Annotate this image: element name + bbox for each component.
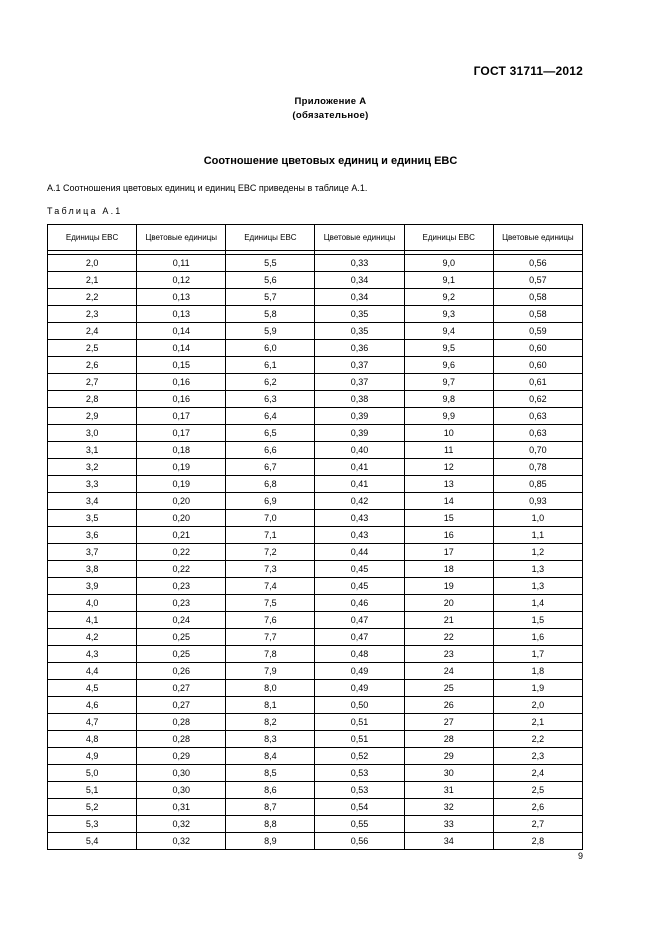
table-cell: 9,6 xyxy=(404,357,493,374)
table-cell: 0,48 xyxy=(315,646,404,663)
table-cell: 2,8 xyxy=(493,833,582,850)
table-cell: 8,2 xyxy=(226,714,315,731)
table-cell: 1,6 xyxy=(493,629,582,646)
table-cell: 1,3 xyxy=(493,561,582,578)
table-cell: 24 xyxy=(404,663,493,680)
table-cell: 0,27 xyxy=(137,680,226,697)
table-row xyxy=(48,272,583,289)
standard-number: ГОСТ 31711—2012 xyxy=(473,64,583,78)
table-row xyxy=(48,323,583,340)
table-cell: 0,13 xyxy=(137,289,226,306)
table-cell: 0,39 xyxy=(315,425,404,442)
table-cell: 4,1 xyxy=(48,612,137,629)
table-cell: 9,5 xyxy=(404,340,493,357)
table-cell: 33 xyxy=(404,816,493,833)
table-cell: 16 xyxy=(404,527,493,544)
table-cell: 4,0 xyxy=(48,595,137,612)
table-cell: 6,5 xyxy=(226,425,315,442)
table-cell: 0,14 xyxy=(137,340,226,357)
table-cell: 2,6 xyxy=(48,357,137,374)
table-cell: 32 xyxy=(404,799,493,816)
table-cell: 2,5 xyxy=(48,340,137,357)
table-cell: 0,42 xyxy=(315,493,404,510)
table-cell: 3,0 xyxy=(48,425,137,442)
table-cell: 0,32 xyxy=(137,816,226,833)
table-cell: 6,4 xyxy=(226,408,315,425)
section-title: Соотношение цветовых единиц и единиц EBC xyxy=(203,155,458,167)
header-ebc-3: Единицы EBC xyxy=(404,225,493,251)
table-cell: 7,8 xyxy=(226,646,315,663)
table-cell: 25 xyxy=(404,680,493,697)
table-header xyxy=(48,225,583,251)
table-cell: 0,62 xyxy=(493,391,582,408)
table-cell: 31 xyxy=(404,782,493,799)
table-cell: 0,49 xyxy=(315,663,404,680)
table-cell: 0,41 xyxy=(315,476,404,493)
table-cell: 0,18 xyxy=(137,442,226,459)
table-row xyxy=(48,731,583,748)
table-row xyxy=(48,510,583,527)
table-cell: 0,34 xyxy=(315,272,404,289)
table-cell: 3,7 xyxy=(48,544,137,561)
table-cell: 6,0 xyxy=(226,340,315,357)
table-cell: 34 xyxy=(404,833,493,850)
table-cell: 9,7 xyxy=(404,374,493,391)
table-cell: 2,6 xyxy=(493,799,582,816)
table-row xyxy=(48,306,583,323)
header-ebc-1: Единицы EBC xyxy=(48,225,137,251)
table-cell: 0,47 xyxy=(315,612,404,629)
table-cell: 3,8 xyxy=(48,561,137,578)
table-cell: 0,51 xyxy=(315,714,404,731)
table-cell: 26 xyxy=(404,697,493,714)
table-cell: 8,3 xyxy=(226,731,315,748)
table-row xyxy=(48,646,583,663)
table-cell: 0,63 xyxy=(493,408,582,425)
table-cell: 9,2 xyxy=(404,289,493,306)
table-cell: 8,0 xyxy=(226,680,315,697)
table-cell: 0,93 xyxy=(493,493,582,510)
table-row xyxy=(48,697,583,714)
table-cell: 0,16 xyxy=(137,374,226,391)
table-cell: 0,56 xyxy=(315,833,404,850)
table-cell: 0,37 xyxy=(315,357,404,374)
table-cell: 6,6 xyxy=(226,442,315,459)
table-cell: 8,8 xyxy=(226,816,315,833)
table-cell: 2,4 xyxy=(48,323,137,340)
table-row xyxy=(48,544,583,561)
table-cell: 0,54 xyxy=(315,799,404,816)
table-cell: 0,58 xyxy=(493,306,582,323)
table-cell: 3,1 xyxy=(48,442,137,459)
annex-status: (обязательное) xyxy=(292,110,369,121)
table-cell: 0,43 xyxy=(315,527,404,544)
header-row xyxy=(48,225,583,251)
table-cell: 1,7 xyxy=(493,646,582,663)
table-row xyxy=(48,374,583,391)
table-row xyxy=(48,765,583,782)
table-cell: 6,9 xyxy=(226,493,315,510)
table-cell: 5,3 xyxy=(48,816,137,833)
table-cell: 2,8 xyxy=(48,391,137,408)
table-cell: 0,70 xyxy=(493,442,582,459)
table-cell: 7,0 xyxy=(226,510,315,527)
table-cell: 0,59 xyxy=(493,323,582,340)
table-cell: 21 xyxy=(404,612,493,629)
table-cell: 2,9 xyxy=(48,408,137,425)
table-cell: 0,50 xyxy=(315,697,404,714)
table-cell: 0,22 xyxy=(137,544,226,561)
table-cell: 12 xyxy=(404,459,493,476)
table-cell: 0,37 xyxy=(315,374,404,391)
header-color-2: Цветовые единицы xyxy=(315,225,404,251)
table-cell: 9,4 xyxy=(404,323,493,340)
table-cell: 7,3 xyxy=(226,561,315,578)
table-cell: 6,2 xyxy=(226,374,315,391)
table-row xyxy=(48,595,583,612)
table-caption: Таблица А.1 xyxy=(47,206,123,216)
table-cell: 0,47 xyxy=(315,629,404,646)
table-cell: 4,7 xyxy=(48,714,137,731)
table-row xyxy=(48,629,583,646)
table-cell: 5,4 xyxy=(48,833,137,850)
table-row xyxy=(48,289,583,306)
table-row xyxy=(48,493,583,510)
table-cell: 0,25 xyxy=(137,646,226,663)
table-row xyxy=(48,527,583,544)
table-cell: 19 xyxy=(404,578,493,595)
table-row xyxy=(48,748,583,765)
table-row xyxy=(48,799,583,816)
table-row xyxy=(48,578,583,595)
table-cell: 4,8 xyxy=(48,731,137,748)
table-row xyxy=(48,663,583,680)
table-cell: 2,4 xyxy=(493,765,582,782)
table-cell: 0,22 xyxy=(137,561,226,578)
table-row xyxy=(48,782,583,799)
table-cell: 0,60 xyxy=(493,340,582,357)
table-cell: 27 xyxy=(404,714,493,731)
table-cell: 3,9 xyxy=(48,578,137,595)
table-cell: 8,5 xyxy=(226,765,315,782)
table-cell: 7,2 xyxy=(226,544,315,561)
table-cell: 5,2 xyxy=(48,799,137,816)
table-cell: 30 xyxy=(404,765,493,782)
table-cell: 0,58 xyxy=(493,289,582,306)
table-cell: 4,4 xyxy=(48,663,137,680)
table-row xyxy=(48,408,583,425)
table-cell: 0,31 xyxy=(137,799,226,816)
table-cell: 7,6 xyxy=(226,612,315,629)
table-cell: 3,6 xyxy=(48,527,137,544)
table-cell: 14 xyxy=(404,493,493,510)
table-cell: 0,17 xyxy=(137,408,226,425)
table-row xyxy=(48,714,583,731)
table-cell: 0,23 xyxy=(137,578,226,595)
table-cell: 9,9 xyxy=(404,408,493,425)
table-cell: 9,0 xyxy=(404,255,493,272)
table-cell: 10 xyxy=(404,425,493,442)
table-row xyxy=(48,816,583,833)
table-cell: 0,39 xyxy=(315,408,404,425)
table-cell: 17 xyxy=(404,544,493,561)
table-cell: 9,3 xyxy=(404,306,493,323)
table-cell: 9,8 xyxy=(404,391,493,408)
table-cell: 0,13 xyxy=(137,306,226,323)
table-cell: 2,5 xyxy=(493,782,582,799)
table-row xyxy=(48,561,583,578)
table-row xyxy=(48,255,583,272)
table-cell: 5,0 xyxy=(48,765,137,782)
header-ebc-2: Единицы EBC xyxy=(226,225,315,251)
table-cell: 6,8 xyxy=(226,476,315,493)
table-cell: 0,38 xyxy=(315,391,404,408)
table-cell: 0,52 xyxy=(315,748,404,765)
table-cell: 0,23 xyxy=(137,595,226,612)
table-cell: 8,7 xyxy=(226,799,315,816)
table-cell: 1,1 xyxy=(493,527,582,544)
table-cell: 28 xyxy=(404,731,493,748)
table-cell: 2,3 xyxy=(48,306,137,323)
table-cell: 4,3 xyxy=(48,646,137,663)
table-cell: 0,16 xyxy=(137,391,226,408)
table-cell: 2,3 xyxy=(493,748,582,765)
table-cell: 7,9 xyxy=(226,663,315,680)
page-number: 9 xyxy=(577,851,583,861)
table-cell: 2,2 xyxy=(493,731,582,748)
table-row xyxy=(48,425,583,442)
table-cell: 0,78 xyxy=(493,459,582,476)
table-cell: 0,25 xyxy=(137,629,226,646)
table-cell: 0,41 xyxy=(315,459,404,476)
table-row xyxy=(48,476,583,493)
table-cell: 2,1 xyxy=(493,714,582,731)
table-row xyxy=(48,442,583,459)
table-cell: 7,4 xyxy=(226,578,315,595)
table-cell: 3,5 xyxy=(48,510,137,527)
table-cell: 0,19 xyxy=(137,476,226,493)
table-cell: 1,5 xyxy=(493,612,582,629)
table-cell: 0,26 xyxy=(137,663,226,680)
table-cell: 0,40 xyxy=(315,442,404,459)
table-cell: 0,30 xyxy=(137,782,226,799)
table-cell: 0,34 xyxy=(315,289,404,306)
table-cell: 1,8 xyxy=(493,663,582,680)
table-cell: 7,7 xyxy=(226,629,315,646)
table-row xyxy=(48,612,583,629)
table-cell: 23 xyxy=(404,646,493,663)
table-cell: 6,3 xyxy=(226,391,315,408)
table-row xyxy=(48,357,583,374)
table-cell: 0,24 xyxy=(137,612,226,629)
table-cell: 5,1 xyxy=(48,782,137,799)
table-cell: 1,2 xyxy=(493,544,582,561)
table-row xyxy=(48,833,583,850)
table-cell: 4,6 xyxy=(48,697,137,714)
table-cell: 5,8 xyxy=(226,306,315,323)
table-cell: 0,45 xyxy=(315,561,404,578)
table-cell: 5,7 xyxy=(226,289,315,306)
conversion-table xyxy=(47,224,583,850)
header-color-1: Цветовые единицы xyxy=(137,225,226,251)
table-cell: 22 xyxy=(404,629,493,646)
table-cell: 0,15 xyxy=(137,357,226,374)
table-cell: 0,49 xyxy=(315,680,404,697)
table-cell: 0,53 xyxy=(315,782,404,799)
intro-paragraph: А.1 Соотношения цветовых единиц и единиц EBC приведены в таблице А.1. xyxy=(47,183,368,193)
table-cell: 11 xyxy=(404,442,493,459)
table-cell: 8,4 xyxy=(226,748,315,765)
table-cell: 0,11 xyxy=(137,255,226,272)
table-cell: 7,1 xyxy=(226,527,315,544)
table-cell: 0,55 xyxy=(315,816,404,833)
table-cell: 0,32 xyxy=(137,833,226,850)
table-cell: 3,3 xyxy=(48,476,137,493)
table-cell: 0,44 xyxy=(315,544,404,561)
table-cell: 0,45 xyxy=(315,578,404,595)
table-cell: 2,7 xyxy=(493,816,582,833)
table-cell: 3,4 xyxy=(48,493,137,510)
table-cell: 0,51 xyxy=(315,731,404,748)
table-row xyxy=(48,680,583,697)
table-cell: 6,1 xyxy=(226,357,315,374)
table-cell: 15 xyxy=(404,510,493,527)
table-cell: 2,7 xyxy=(48,374,137,391)
table-cell: 0,28 xyxy=(137,731,226,748)
table-cell: 0,36 xyxy=(315,340,404,357)
table-cell: 3,2 xyxy=(48,459,137,476)
table-cell: 0,29 xyxy=(137,748,226,765)
table-cell: 0,43 xyxy=(315,510,404,527)
table-cell: 0,61 xyxy=(493,374,582,391)
header-color-3: Цветовые единицы xyxy=(493,225,582,251)
table-cell: 4,5 xyxy=(48,680,137,697)
table-row xyxy=(48,459,583,476)
table-cell: 20 xyxy=(404,595,493,612)
table-cell: 2,1 xyxy=(48,272,137,289)
table-cell: 0,20 xyxy=(137,510,226,527)
table-cell: 7,5 xyxy=(226,595,315,612)
table-cell: 2,2 xyxy=(48,289,137,306)
table-cell: 18 xyxy=(404,561,493,578)
table-cell: 4,2 xyxy=(48,629,137,646)
table-cell: 9,1 xyxy=(404,272,493,289)
table-cell: 8,6 xyxy=(226,782,315,799)
table-cell: 1,9 xyxy=(493,680,582,697)
table-cell: 13 xyxy=(404,476,493,493)
table-cell: 0,35 xyxy=(315,323,404,340)
table-cell: 0,20 xyxy=(137,493,226,510)
table-cell: 0,17 xyxy=(137,425,226,442)
table-cell: 0,57 xyxy=(493,272,582,289)
table-cell: 8,9 xyxy=(226,833,315,850)
table-row xyxy=(48,391,583,408)
table-cell: 0,56 xyxy=(493,255,582,272)
table-cell: 0,33 xyxy=(315,255,404,272)
table-cell: 0,60 xyxy=(493,357,582,374)
table-cell: 0,35 xyxy=(315,306,404,323)
table-cell: 8,1 xyxy=(226,697,315,714)
table-cell: 1,3 xyxy=(493,578,582,595)
table-cell: 0,27 xyxy=(137,697,226,714)
table-cell: 1,4 xyxy=(493,595,582,612)
table-cell: 5,9 xyxy=(226,323,315,340)
table-row xyxy=(48,340,583,357)
table-cell: 0,28 xyxy=(137,714,226,731)
table-cell: 5,6 xyxy=(226,272,315,289)
table-body xyxy=(48,251,583,850)
table-cell: 0,12 xyxy=(137,272,226,289)
table-cell: 5,5 xyxy=(226,255,315,272)
table-cell: 2,0 xyxy=(493,697,582,714)
table-cell: 0,14 xyxy=(137,323,226,340)
table-cell: 0,21 xyxy=(137,527,226,544)
table-cell: 2,0 xyxy=(48,255,137,272)
table-cell: 0,19 xyxy=(137,459,226,476)
table-cell: 1,0 xyxy=(493,510,582,527)
table-cell: 6,7 xyxy=(226,459,315,476)
annex-title: Приложение А xyxy=(294,96,367,107)
table-cell: 4,9 xyxy=(48,748,137,765)
table-cell: 29 xyxy=(404,748,493,765)
table-cell: 0,85 xyxy=(493,476,582,493)
table-cell: 0,53 xyxy=(315,765,404,782)
table-cell: 0,46 xyxy=(315,595,404,612)
table-cell: 0,63 xyxy=(493,425,582,442)
table-cell: 0,30 xyxy=(137,765,226,782)
